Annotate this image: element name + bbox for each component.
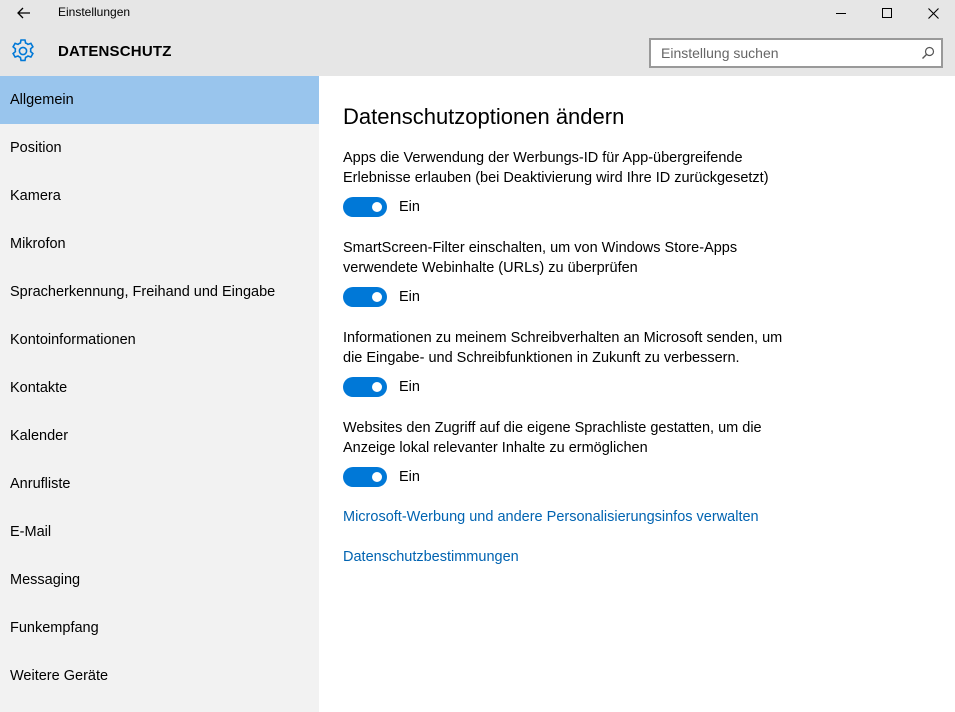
sidebar-item-label: Kamera (10, 188, 61, 204)
sidebar-nav (0, 76, 319, 712)
sidebar-item-label: E-Mail (10, 524, 52, 540)
toggle-knob (372, 292, 382, 302)
sidebar-item-allgemein[interactable] (0, 76, 319, 124)
title-bar (0, 0, 955, 26)
sidebar-item-label: Spracherkennung, Freihand und Eingabe (10, 284, 276, 300)
toggle-state-label: Ein (399, 469, 420, 485)
toggle-state-label: Ein (399, 289, 420, 305)
sidebar-item-kalender[interactable] (0, 412, 319, 460)
sidebar-item-position[interactable] (0, 124, 319, 172)
sidebar-item-messaging[interactable] (0, 556, 319, 604)
toggle-state-label: Ein (399, 379, 420, 395)
sidebar-item-funkempfang[interactable] (0, 604, 319, 652)
minimize-icon (836, 13, 846, 14)
page-title: DATENSCHUTZ (58, 43, 172, 60)
advertising-settings-link[interactable]: Microsoft-Werbung und andere Personalisierungsinfos verwalten (343, 509, 759, 525)
sidebar-item-label: Position (10, 140, 62, 156)
settings-header (0, 26, 955, 76)
privacy-statement-link[interactable]: Datenschutzbestimmungen (343, 549, 519, 565)
toggle-knob (372, 202, 382, 212)
sidebar-item-mikrofon[interactable] (0, 220, 319, 268)
back-arrow-icon (17, 7, 31, 19)
sidebar-item-label: Allgemein (10, 92, 74, 108)
sidebar-item-email[interactable] (0, 508, 319, 556)
sidebar-item-label: Weitere Geräte (10, 668, 109, 684)
main-content (319, 76, 955, 712)
search-input[interactable] (661, 44, 911, 62)
search-box[interactable] (649, 38, 943, 68)
toggle-knob (372, 382, 382, 392)
option-description: Informationen zu meinem Schreibverhalten an Microsoft senden, um die Eingabe- und Schreibfunktionen in Zukunft zu verbessern. (343, 330, 783, 366)
option-description: Apps die Verwendung der Werbungs-ID für App-übergreifende Erlebnisse erlauben (bei Deaktivierung wird Ihre ID zurückgesetzt) (343, 150, 769, 186)
language-list-toggle[interactable] (343, 467, 387, 487)
window-title: Einstellungen (58, 5, 131, 19)
close-button[interactable] (910, 0, 955, 26)
sidebar-item-label: Kontoinformationen (10, 332, 136, 348)
minimize-button[interactable] (818, 0, 864, 26)
sidebar-item-spracherkennung[interactable] (0, 268, 319, 316)
smartscreen-toggle[interactable] (343, 287, 387, 307)
sidebar-item-label: Kalender (10, 428, 69, 444)
maximize-icon (882, 8, 892, 18)
sidebar-item-weitere-geraete[interactable] (0, 652, 319, 700)
sidebar-item-anrufliste[interactable] (0, 460, 319, 508)
sidebar-item-label: Kontakte (10, 380, 68, 396)
sidebar-item-label: Anrufliste (10, 476, 71, 492)
sidebar-item-kontakte[interactable] (0, 364, 319, 412)
toggle-knob (372, 472, 382, 482)
sidebar-item-label: Messaging (10, 572, 81, 588)
maximize-button[interactable] (864, 0, 910, 26)
sidebar-item-label: Funkempfang (10, 620, 99, 636)
toggle-state-label: Ein (399, 199, 420, 215)
gear-icon (10, 38, 36, 64)
search-icon[interactable] (921, 46, 935, 60)
sidebar-item-kamera[interactable] (0, 172, 319, 220)
typing-info-toggle[interactable] (343, 377, 387, 397)
section-title: Datenschutzoptionen ändern (343, 104, 625, 129)
sidebar-item-kontoinformationen[interactable] (0, 316, 319, 364)
advertising-id-toggle[interactable] (343, 197, 387, 217)
sidebar-item-label: Mikrofon (10, 236, 66, 252)
back-button[interactable] (8, 0, 40, 26)
option-description: Websites den Zugriff auf die eigene Sprachliste gestatten, um die Anzeige lokal relevanter Inhalte zu ermöglichen (343, 420, 762, 456)
option-description: SmartScreen-Filter einschalten, um von Windows Store-Apps verwendete Webinhalte (URLs) zu überprüfen (343, 240, 738, 276)
close-icon (928, 8, 939, 19)
